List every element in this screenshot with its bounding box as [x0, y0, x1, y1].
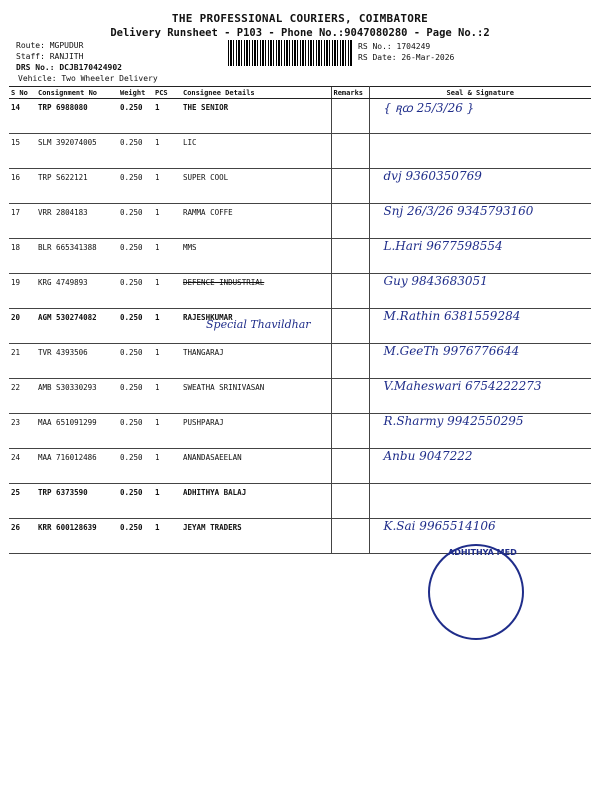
rs-date: RS Date: 26-Mar-2026 [358, 53, 455, 62]
table-row [9, 204, 591, 239]
delivery-stamp [428, 544, 524, 640]
row-pcs: 1 [153, 484, 181, 519]
row-remarks [331, 204, 369, 239]
row-remarks [331, 309, 369, 344]
drs-label: DRS No.: [16, 63, 55, 72]
table-row [9, 379, 591, 414]
row-consignee: DEFENCE INDUSTRIAL [181, 274, 331, 309]
row-consignment-no: KRR 600128639 [36, 519, 118, 554]
row-remarks [331, 169, 369, 204]
table-header [9, 87, 591, 99]
row-consignee: RAMMA COFFE [181, 204, 331, 239]
row-remarks [331, 484, 369, 519]
row-signature [369, 414, 591, 449]
row-remarks [331, 449, 369, 484]
row-weight: 0.250 [118, 239, 153, 274]
row-weight: 0.250 [118, 274, 153, 309]
row-pcs: 1 [153, 344, 181, 379]
table-row [9, 344, 591, 379]
table-row [9, 274, 591, 309]
row-weight: 0.250 [118, 169, 153, 204]
row-consignment-no: SLM 392074005 [36, 134, 118, 169]
row-consignment-no: TRP 6988080 [36, 99, 118, 134]
row-signature [369, 379, 591, 414]
row-signature [369, 484, 591, 519]
row-consignee: MMS [181, 239, 331, 274]
row-sno: 25 [9, 484, 36, 519]
table-row [9, 414, 591, 449]
row-remarks [331, 134, 369, 169]
row-weight: 0.250 [118, 379, 153, 414]
row-consignee: SWEATHA SRINIVASAN [181, 379, 331, 414]
row-pcs: 1 [153, 99, 181, 134]
row-sno: 20 [9, 309, 36, 344]
row-sno: 23 [9, 414, 36, 449]
row-remarks [331, 414, 369, 449]
drs-number [16, 63, 122, 73]
row-sno: 15 [9, 134, 36, 169]
table-row [9, 99, 591, 134]
row-pcs: 1 [153, 274, 181, 309]
row-signature [369, 99, 591, 134]
col-consignment: Consignment No [36, 87, 118, 99]
row-remarks [331, 379, 369, 414]
handwritten-signature: M.Rathin 6381559284 [383, 309, 521, 323]
handwritten-signature: Snj 26/3/26 9345793160 [383, 204, 534, 218]
row-consignment-no: MAA 716012486 [36, 449, 118, 484]
drs-value: DCJB170424902 [59, 63, 122, 72]
row-weight: 0.250 [118, 204, 153, 239]
row-consignment-no: AMB S30330293 [36, 379, 118, 414]
row-signature [369, 449, 591, 484]
row-consignment-no: TVR 4393506 [36, 344, 118, 379]
barcode [228, 40, 352, 66]
row-remarks [331, 344, 369, 379]
row-consignee: THE SENIOR [181, 99, 331, 134]
row-signature [369, 169, 591, 204]
row-pcs: 1 [153, 379, 181, 414]
table-row [9, 169, 591, 204]
handwritten-signature: { ꭆꭃ 25/3/26 } [383, 101, 475, 115]
row-weight: 0.250 [118, 344, 153, 379]
row-consignment-no: VRR 2804183 [36, 204, 118, 239]
row-signature [369, 309, 591, 344]
row-consignment-no: BLR 665341388 [36, 239, 118, 274]
row-weight: 0.250 [118, 519, 153, 554]
handwritten-note: Special Thavildhar [206, 318, 311, 331]
row-weight: 0.250 [118, 449, 153, 484]
col-consignee: Consignee Details [181, 87, 331, 99]
row-pcs: 1 [153, 204, 181, 239]
runsheet-subtitle: Delivery Runsheet - P103 - Phone No.:9047080280 - Page No.:2 [110, 27, 490, 39]
row-signature [369, 204, 591, 239]
col-pcs: PCS [153, 87, 181, 99]
route-label: Route: MGPUDUR [16, 41, 84, 50]
col-sno: S No [9, 87, 36, 99]
table-row [9, 484, 591, 519]
row-sno: 26 [9, 519, 36, 554]
rs-number: RS No.: 1704249 [358, 42, 431, 51]
handwritten-signature: V.Maheswari 6754222273 [383, 379, 542, 393]
row-weight: 0.250 [118, 309, 153, 344]
col-remarks: Remarks [331, 87, 369, 99]
row-consignee: RAJESHKUMAR [181, 309, 331, 344]
handwritten-signature: L.Hari 9677598554 [383, 239, 503, 253]
row-sno: 19 [9, 274, 36, 309]
row-consignee: PUSHPARAJ [181, 414, 331, 449]
row-sno: 24 [9, 449, 36, 484]
row-consignment-no: TRP 6373590 [36, 484, 118, 519]
handwritten-signature: dvj 9360350769 [383, 169, 482, 183]
row-pcs: 1 [153, 519, 181, 554]
row-sno: 14 [9, 99, 36, 134]
row-pcs: 1 [153, 449, 181, 484]
row-remarks [331, 274, 369, 309]
row-weight: 0.250 [118, 414, 153, 449]
company-title: THE PROFESSIONAL COURIERS, COIMBATORE [171, 12, 429, 25]
handwritten-signature: Anbu 9047222 [383, 449, 473, 463]
row-weight: 0.250 [118, 484, 153, 519]
handwritten-signature: M.GeeTh 9976776644 [383, 344, 520, 358]
row-sno: 16 [9, 169, 36, 204]
row-consignee: LIC [181, 134, 331, 169]
table-row [9, 449, 591, 484]
handwritten-signature: K.Sai 9965514106 [383, 519, 496, 533]
row-consignment-no: TRP S622121 [36, 169, 118, 204]
row-remarks [331, 519, 369, 554]
row-remarks [331, 99, 369, 134]
row-sno: 22 [9, 379, 36, 414]
row-remarks [331, 239, 369, 274]
row-signature [369, 274, 591, 309]
row-consignee: ANANDASAEELAN [181, 449, 331, 484]
row-consignment-no: KRG 4749893 [36, 274, 118, 309]
col-weight: Weight [118, 87, 153, 99]
table-row [9, 239, 591, 274]
table-row [9, 134, 591, 169]
row-signature [369, 134, 591, 169]
row-sno: 17 [9, 204, 36, 239]
row-consignee: ADHITHYA BALAJ [181, 484, 331, 519]
handwritten-signature: R.Sharmy 9942550295 [383, 414, 524, 428]
row-sno: 18 [9, 239, 36, 274]
row-weight: 0.250 [118, 99, 153, 134]
row-pcs: 1 [153, 134, 181, 169]
row-pcs: 1 [153, 414, 181, 449]
row-consignee: SUPER COOL [181, 169, 331, 204]
col-signature: Seal & Signature [369, 87, 591, 99]
row-consignee: JEYAM TRADERS [181, 519, 331, 554]
vehicle-label: Vehicle: Two Wheeler Delivery [18, 74, 158, 83]
row-signature [369, 344, 591, 379]
row-consignment-no: AGM 530274082 [36, 309, 118, 344]
staff-label: Staff: RANJITH [16, 52, 84, 61]
row-sno: 21 [9, 344, 36, 379]
row-consignment-no: MAA 651091299 [36, 414, 118, 449]
row-signature [369, 239, 591, 274]
stamp-text: ADHITHYA MED [448, 548, 517, 557]
handwritten-signature: Guy 9843683051 [383, 274, 488, 288]
row-weight: 0.250 [118, 134, 153, 169]
row-consignee: THANGARAJ [181, 344, 331, 379]
row-pcs: 1 [153, 309, 181, 344]
row-pcs: 1 [153, 169, 181, 204]
row-pcs: 1 [153, 239, 181, 274]
